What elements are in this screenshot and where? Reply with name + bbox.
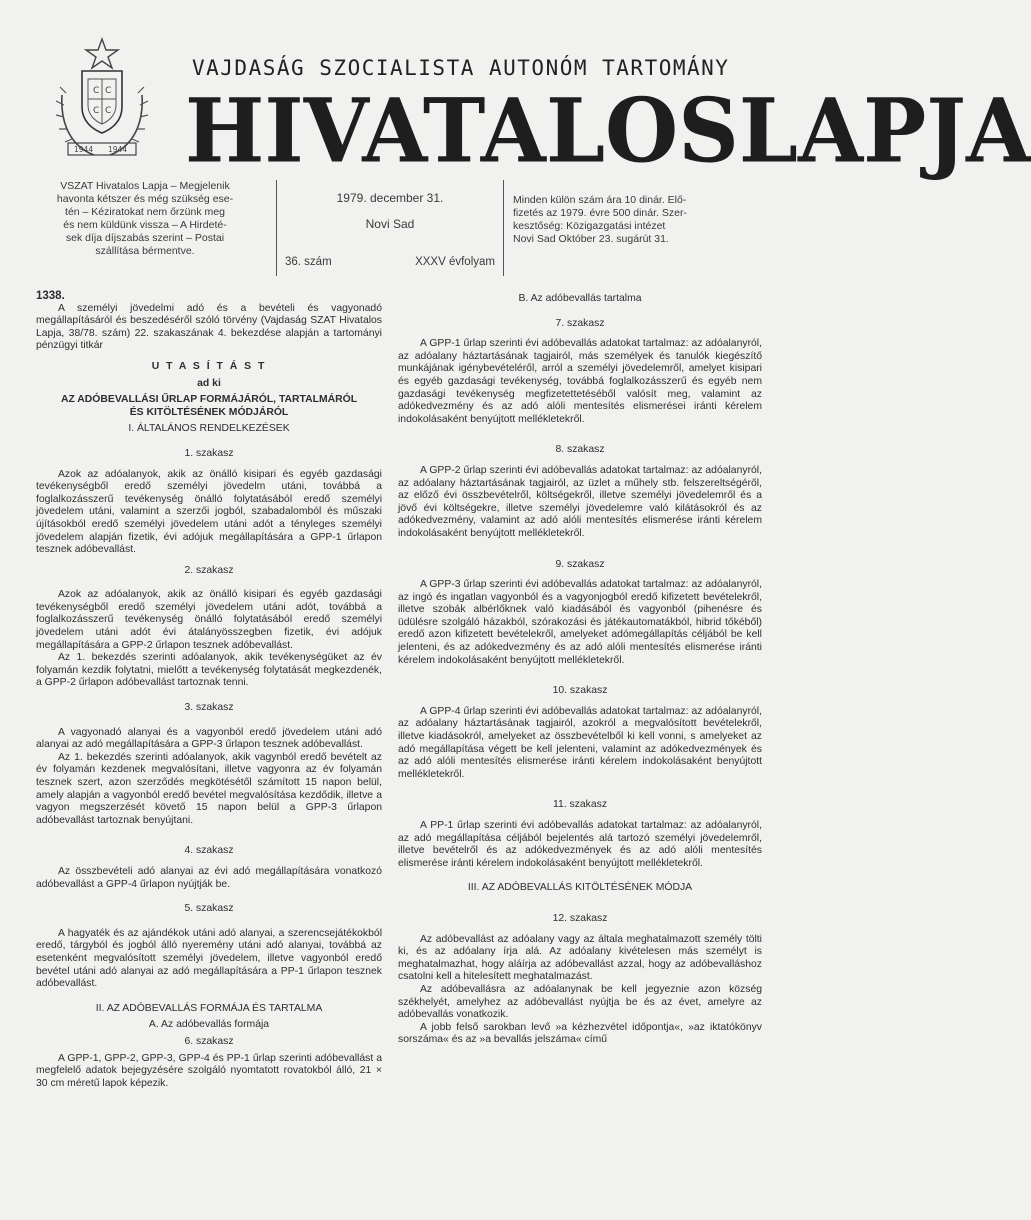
- article-heading-7: 7. szakasz: [555, 317, 605, 329]
- article-heading-12: 12. szakasz: [552, 912, 608, 924]
- heading-title-line-1: AZ ADÓBEVALLÁSI ŰRLAP FORMÁJÁRÓL, TARTALMÁRÓL: [60, 394, 358, 406]
- emblem-year-right: 1944: [108, 145, 128, 154]
- article-heading-11: 11. szakasz: [552, 799, 608, 811]
- article-3-text-b: Az 1. bekezdés szerinti adóalanyok, akik vagynból eredő bevételt az év folyamán kezdenek megvalósítani, illetve vagyonra az év folyamán tesznek szert, azon szerződés megkötésétől számított 15 napon belül, amely alapján a vagyonból eredő bevétel megvalósítása kezdődik, illetve a vagyon megszerzését követő 15 napon belül a GPP-3 űrlapon adóbevallást tartoznak benyújtani.: [36, 751, 382, 826]
- publication-info-line: és nem küldünk vissza – A Hirdeté-: [63, 219, 227, 231]
- subscription-info: [513, 180, 769, 289]
- article-12-text-a: Az adóbevallást az adóalany vagy az általa meghatalmazott személy tölti ki, és az adóalany írja alá. Az adóalany kivételesen más személyt is meghatalmazhat, hogy aláírja az adóbevallást azzal, hogy az adóbevalláshoz csatolni kell a hitelesített meghatalmazást.: [398, 933, 762, 983]
- svg-text:C: C: [93, 106, 100, 116]
- publication-info: [36, 180, 254, 275]
- section-heading-2: II. AZ ADÓBEVALLÁS FORMÁJA ÉS TARTALMA: [95, 1002, 323, 1014]
- article-heading-1: 1. szakasz: [184, 447, 234, 459]
- subscription-info-line: Novi Sad Október 23. sugárút 31.: [513, 233, 669, 245]
- svg-text:C: C: [105, 106, 112, 116]
- issue-place: Novi Sad: [365, 217, 415, 231]
- article-2-text-a: Azok az adóalanyok, akik az önálló kisipari és egyéb gazdasági tevékenységből eredő személyi jövedelem utáni adót, továbbá a foglalkozásszerű tevékenység önálló folytatásából eredő személyi jövedelem utáni adót évi átalányösszegben fizetik, évi adójuk megállapítására a GPP-2 űrlapon tesznek adóbevallást.: [36, 589, 382, 651]
- section-heading-3: III. AZ ADÓBEVALLÁS KITÖLTÉSÉNEK MÓDJA: [467, 882, 693, 894]
- intro-paragraph: A személyi jövedelmi adó és a bevételi és vagyonadó megállapításáról és beszedéséről szóló törvény (Vajdaság SZAT Hivatalos Lapja, 38/78. szám) 22. szakaszának 4. bekezdése alapján a tartományi pénzügyi titkár: [36, 302, 382, 352]
- article-heading-5: 5. szakasz: [184, 903, 234, 915]
- left-column: [36, 290, 382, 1090]
- coat-of-arms-emblem: [42, 35, 162, 165]
- article-3-text-a: A vagyonadó alanyai és a vagyonból eredő jövedelem utáni adó alanyai az adó megállapítására a GPP-3 űrlapon tesznek adóbevallást.: [36, 726, 382, 751]
- article-4-text: Az összbevételi adó alanyai az évi adó megállapítására vonatkozó adóbevallást a GPP-4 űrlapon nyújtják be.: [36, 865, 382, 890]
- article-heading-9: 9. szakasz: [555, 558, 605, 570]
- article-10-text: A GPP-4 űrlap szerinti évi adóbevallás adatokat tartalmaz: az adóalanyról, az adóalany háztartásának tagjairól, azokról a megvalósított bevételekről, illetve kiadásokról, amelyeket az összbevételből ki kell vonni, s amelyeket az adó megállapítása végett be kell jelenteni, valamint az adókedvezmények és az adó alóli mentesítés elismerése iránti kérelem indokolásaként benyújtott mellékletekről.: [398, 705, 762, 780]
- issue-number: 36. szám: [285, 256, 332, 268]
- article-heading-4: 4. szakasz: [184, 845, 234, 857]
- publication-info-line: havonta kétszer és még szükség ese-: [56, 193, 234, 205]
- masthead-subtitle: VAJDASÁG SZOCIALISTA AUTONÓM TARTOMÁNY: [192, 56, 730, 80]
- masthead-title-word-2: LAPJA: [738, 78, 1031, 183]
- issue-date: 1979. december 31.: [336, 191, 444, 205]
- right-column: [398, 293, 762, 1047]
- article-heading-2: 2. szakasz: [184, 564, 234, 576]
- issue-volume: XXXV évfolyam: [415, 256, 495, 268]
- heading-adki: ad ki: [197, 377, 221, 389]
- svg-text:C: C: [105, 86, 112, 96]
- article-9-text: A GPP-3 űrlap szerinti évi adóbevallás adatokat tartalmaz: az adóalanyról, az ingó és ingatlan vagyonból és a vagyonjogból eredő kifizetett bevételekről, illetve szobák albérlőknek való kiadásából és vagyonból (pihenésre és üdülésre szolgáló házakból, szórakozási és játékautomatákból, hibrid tőkéből) eredő azon kifizetett bevételekről, amelyeket adómegállapítás céljából be kell jelenteni, és az adókedvezmény és az adó alóli mentesítés elismerése iránti kérelem indokolásaként benyújtott mellékletekről.: [398, 579, 762, 666]
- subscription-info-line: Minden külön szám ára 10 dinár. Elő-: [513, 194, 687, 206]
- article-heading-3: 3. szakasz: [184, 702, 234, 714]
- publication-info-line: tén – Kéziratokat nem őrzünk meg: [65, 206, 225, 218]
- article-7-text: A GPP-1 űrlap szerinti évi adóbevallás adatokat tartalmaz: az adóalanyról, az adóalany háztartásának tagjairól, más személyek és tanulók kiegészítő munkájának igénybevételéről, arról a személyi jövedelemről, amelyet kisipari és egyéb gazdasági tevékenység, továbbá foglalkozásszerű és egyéb nem gazdasági tevékenység megfizetettetéséből valósít meg, valamint az adókedvezmény és az adó alóli mentesítés elismerései iránti kérelem indokolásaként benyújtott mellékletekről.: [398, 338, 762, 425]
- article-6-text: A GPP-1, GPP-2, GPP-3, GPP-4 és PP-1 űrlap szerinti adóbevallást a megfelelő adatok bejegyzésére szolgáló nyomtatott rovatokból álló, 21 × 30 cm méretű lapok képezik.: [36, 1052, 382, 1089]
- article-heading-10: 10. szakasz: [552, 685, 608, 697]
- article-12-text-c: A jobb felső sarokban levő »a kézhezvétel időpontja«, »az iktatókönyv sorszáma« és az »a bevallás jelszáma« című: [398, 1021, 762, 1046]
- article-8-text: A GPP-2 űrlap szerinti évi adóbevallás adatokat tartalmaz: az adóalanyról, az adóalany háztartásának tagjairól, az üzlet a műhely stb. felszereltségéről, az előző évi összbevételről, költségekről, illetve személyi jövedelemről és a jövő évi költségekre, illetve személyi jövedelemre való kilátásokról és az adókedvezmény, valamint az adó alóli mentesítés elismerése iránti kérelem indokolásaként benyújtott mellékletekről.: [398, 464, 762, 539]
- article-11-text: A PP-1 űrlap szerinti évi adóbevallás adatokat tartalmaz: az adóalanyról, az adó megállapítása céljából bejelentés alá tartozó személyi jövedelemről, illetve bevételről és az adókedvezmények és az adó alóli mentesítés elismerése iránti kérelem indokolásaként benyújtott mellékletekről.: [398, 820, 762, 869]
- emblem-year-left: 1944: [74, 145, 94, 154]
- article-heading-8: 8. szakasz: [555, 444, 605, 456]
- publication-info-line: szállítása bérmentve.: [95, 245, 195, 257]
- article-5-text: A hagyaték és az ajándékok utáni adó alanyai, a szerencsejátékokból eredő, tárgyból és jogból álló nyeremény utáni adó alanyai, továbbá az esetenként megvalósított személyi jövedelem, illetve vagyonból eredő bevétel utáni adó alanyai az adó megállapítására a PP-1 űrlapon tesznek adóbevallást.: [36, 927, 382, 990]
- article-heading-6: 6. szakasz: [184, 1035, 234, 1047]
- subscription-info-line: kesztőség: Közigazgatási intézet: [513, 220, 666, 232]
- publication-info-line: VSZAT Hivatalos Lapja – Megjelenik: [60, 180, 230, 192]
- article-1-text: Azok az adóalanyok, akik az önálló kisipari és egyéb gazdasági tevékenységből eredő személyi jövedelm utáni, továbbá a foglalkozásszerű tevékenység önálló folytatásából eredő személyi jövedelem utáni, valamint a szerzői jogból, szabadalomból és műszaki újításokból eredő személyi jövedelem utáni adót a tényleges személyi jövedelem alapján fizetik, évi adójuk megállapítására a GPP-1 űrlapon tesznek adóbevallást.: [36, 468, 382, 556]
- svg-text:C: C: [93, 86, 100, 96]
- article-12-text-b: Az adóbevallásra az adóalanynak be kell jegyeznie azon község székhelyét, amelyhez az adóbevallást nyújtja be és az évet, amelyre az adóbevallás vonatkozik.: [398, 983, 762, 1021]
- subscription-info-line: fizetés az 1979. évre 500 dinár. Szer-: [513, 207, 687, 219]
- section-heading-1: I. ÁLTALÁNOS RENDELKEZÉSEK: [128, 423, 290, 435]
- act-number: 1338.: [36, 290, 65, 302]
- issue-box: [276, 180, 504, 276]
- subsection-heading-b: B. Az adóbevallás tartalma: [518, 293, 642, 304]
- heading-utasitast: U T A S Í T Á S T: [151, 360, 267, 372]
- masthead-title: [185, 78, 1031, 183]
- heading-title-line-2: ÉS KITÖLTÉSÉNEK MÓDJÁRÓL: [129, 406, 289, 418]
- masthead-title-word-1: HIVATALOS: [185, 78, 739, 183]
- subsection-heading-a: A. Az adóbevallás formája: [148, 1019, 270, 1031]
- publication-info-line: sek díja díjszabás szerint – Postai: [65, 232, 225, 244]
- article-2-text-b: Az 1. bekezdés szerinti adóalanyok, akik tevékenységüket az év folyamán kezdik folytatni, mielőtt a tevékenység folytatását megkezdenék, a GPP-2 űrlapon adóbevallást tartoznak tenni.: [36, 652, 382, 689]
